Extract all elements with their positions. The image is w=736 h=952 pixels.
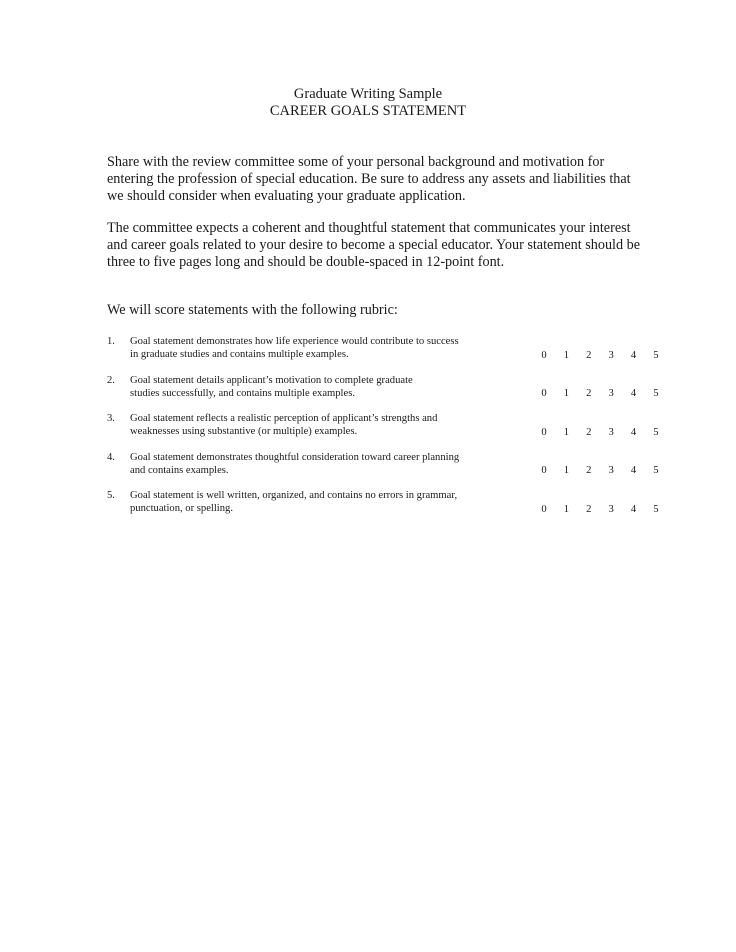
score-option: 5 [653, 465, 659, 476]
rubric-intro: We will score statements with the following rubric: [107, 302, 398, 318]
rubric-item-number: 3. [107, 413, 115, 424]
rubric-item-number: 5. [107, 490, 115, 501]
rubric-item-line-2: and contains examples. [130, 464, 229, 476]
rubric-item-line-2: weaknesses using substantive (or multiple) examples. [130, 426, 358, 438]
rubric-item-line-1: Goal statement demonstrates thoughtful consideration toward career planning [130, 451, 460, 463]
score-option: 5 [653, 388, 659, 399]
score-option: 1 [563, 426, 570, 438]
score-scale [540, 503, 660, 516]
score-option: 1 [563, 465, 570, 476]
rubric-item [107, 374, 667, 413]
rubric-item [107, 335, 667, 374]
rubric-item-text [130, 374, 530, 400]
rubric-item-text [130, 451, 530, 477]
score-option: 2 [586, 503, 592, 515]
score-option: 3 [608, 426, 614, 438]
score-option: 4 [630, 503, 637, 515]
score-option: 4 [630, 388, 637, 399]
score-scale [540, 464, 660, 477]
rubric-item-text [130, 489, 530, 515]
score-option: 0 [541, 426, 547, 438]
rubric-item [107, 489, 667, 528]
score-option: 1 [563, 388, 570, 399]
rubric-item-line-2: punctuation, or spelling. [130, 503, 233, 515]
score-option: 3 [608, 503, 614, 515]
score-option: 0 [541, 349, 547, 361]
score-option: 3 [608, 388, 614, 399]
rubric-item-text [130, 412, 530, 438]
score-scale [540, 349, 660, 362]
rubric-item-line-2: studies successfully, and contains multiple examples. [130, 387, 355, 399]
title-line-1: Graduate Writing Sample [293, 86, 443, 102]
score-option: 1 [563, 349, 570, 361]
score-option: 4 [630, 426, 637, 438]
score-option: 5 [653, 349, 659, 361]
score-scale [540, 387, 660, 400]
score-option: 5 [653, 426, 659, 438]
score-option: 2 [586, 465, 592, 476]
rubric-list [107, 335, 667, 528]
score-option: 0 [541, 465, 547, 476]
rubric-item-line-1: Goal statement details applicant’s motivation to complete graduate [130, 374, 413, 386]
rubric-item-line-1: Goal statement demonstrates how life experience would contribute to success [130, 336, 459, 347]
score-option: 3 [608, 349, 614, 361]
document-title [0, 86, 736, 120]
rubric-item-line-2: in graduate studies and contains multiple examples. [130, 349, 349, 361]
rubric-item [107, 412, 667, 451]
rubric-item [107, 451, 667, 490]
rubric-item-number: 4. [107, 451, 115, 463]
score-option: 1 [563, 503, 570, 515]
rubric-item-number: 2. [107, 374, 115, 386]
score-option: 2 [586, 388, 592, 399]
score-option: 2 [586, 349, 592, 361]
instructions-paragraph-2: The committee expects a coherent and thoughtful statement that communicates your interest and career goals related to your desire to become a special educator. Your statement should be three to five pages long and should be double-spaced in 12-point font. [107, 220, 641, 271]
instructions-paragraph-1: Share with the review committee some of your personal background and motivation for entering the profession of special education. Be sure to address any assets and liabilities that we should consider when evaluating your graduate application. [107, 154, 631, 205]
score-option: 4 [630, 465, 637, 476]
rubric-item-line-1: Goal statement reflects a realistic perception of applicant’s strengths and [130, 413, 438, 424]
score-option: 0 [541, 503, 547, 515]
score-option: 3 [608, 465, 614, 476]
rubric-item-line-1: Goal statement is well written, organized, and contains no errors in grammar, [130, 490, 458, 501]
score-option: 2 [586, 426, 592, 438]
score-option: 4 [630, 349, 637, 361]
score-scale [540, 426, 660, 439]
score-option: 0 [541, 388, 547, 399]
score-option: 5 [653, 503, 659, 515]
rubric-item-text [130, 335, 530, 361]
rubric-item-number: 1. [107, 336, 115, 347]
title-line-2: CAREER GOALS STATEMENT [269, 103, 467, 119]
